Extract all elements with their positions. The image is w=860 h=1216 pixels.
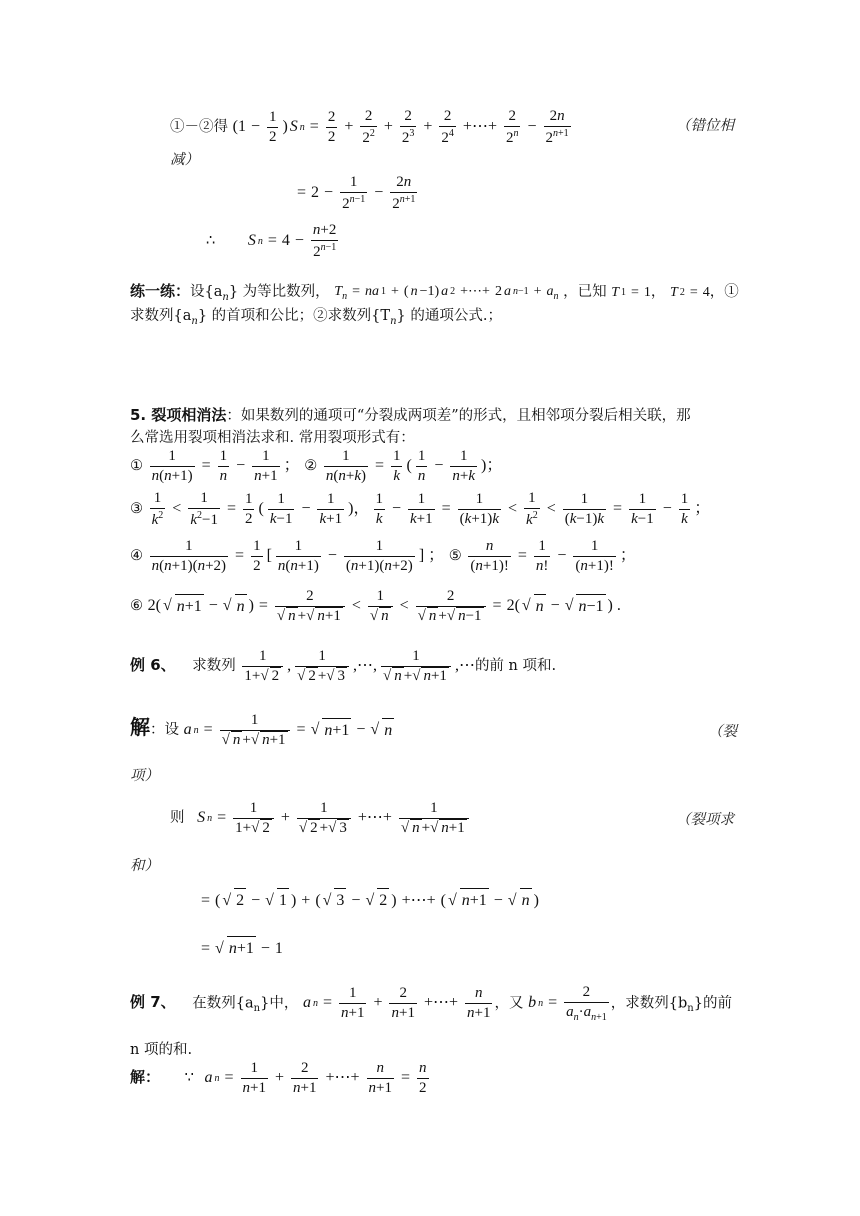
subtraction-label: ①－②得: [170, 119, 228, 135]
example7-solution-label: 解：: [130, 1068, 161, 1086]
therefore-symbol: ∴: [206, 233, 216, 249]
example6-final-line: = √ n+1 − 1: [198, 936, 283, 961]
practice-line-2: 求数列$\{a_n\}$ 的首项和公比；②求数列$\{T_n\}$ 的通项公式.；: [130, 308, 502, 327]
formula-subtraction: (1 − $\frac{1}{2}$ ) S n = $\frac{2}{2}$ + $\frac{2}{2^2}$ + $\frac{2}{2^3}$ + $\frac{2}{2^4}$ +⋯+ $\frac{2}{2^n}$ − $\frac{2n}{2^{n+1}}$: [232, 108, 569, 146]
note-offset-subtract: （错位相: [676, 118, 734, 134]
formula-row-6: ⑥ 2( √ n+1 − √ n ) = 2 √ n +√ n+1 < 1 √ n < 2 √ n +√ n−1 = 2( √ n − √ n−1 ) .: [130, 588, 621, 624]
formula-row-3: ③ $\frac{1}{k^2}$ < $\frac{1}{k^2-1}$ = $\frac{1}{2}$ ( $\frac{1}{k-1}$ − $\frac{1}{k+1}$ )， $\frac{1}{k}$ − $\frac{1}{k+1}$ = $\frac{1}{(k+1)k}$ < $\frac{1}{k^2}$ < $\frac{1}{(k-1)k}$ = $\frac{1}{k-1}$ − $\frac{1}{k}$ ；: [130, 490, 711, 528]
formula-tn: $T_n$ = na 1 + ( n −1) a 2 +⋯+ 2 a n−1 + $a_n$: [334, 283, 559, 302]
subtraction-line: [170, 108, 573, 146]
formula-result: = 2 − $\frac{1}{2^{n-1}}$ − $\frac{2n}{2^{n+1}}$: [297, 174, 416, 212]
example6-solution-line: 解：设 a n = 1 √ n +√ n+1 = √ n+1 − √ n: [130, 712, 394, 748]
example6-then-line: 则 S n = $\frac{1}{1+√ 2}$ + 1 √ 2 +√ 3 +⋯+ 1 √ n +√ n+1: [170, 800, 471, 836]
example7-line-2: n 项的和.: [130, 1042, 193, 1058]
result-line: [294, 174, 419, 212]
section5-line-1: 5. 裂项相消法：如果数列的通项可“分裂成两项差”的形式，且相邻项分裂后相关联，那: [130, 406, 691, 424]
example7-title: 例 7、: [130, 993, 176, 1012]
practice-title: 练一练：: [130, 282, 191, 300]
section5-title: 5. 裂项相消法: [130, 406, 227, 424]
note-split-cont: 项）: [130, 768, 159, 784]
example6-title: 例 6、: [130, 656, 176, 674]
example6-line: 例 6、 求数列 $\frac{1}{1+√ 2}$ , 1 √ 2 +√ 3 ,⋯, 1 √ n +√ n+1 ,⋯的前 n 项和.: [130, 648, 556, 684]
example7-solution-line: 解： ∵ a n = $\frac{1}{n+1}$ + $\frac{2}{n+1}$ +⋯+ $\frac{n}{n+1}$ = $\frac{n}{2}$: [130, 1060, 427, 1096]
note-offset-subtract-cont: 减）: [170, 152, 199, 168]
example6-expand-line: = ( √ 2 − √ 1 ) + ( √ 3 − √ 2 ) +⋯+ ( √ n+1 − √ n ): [198, 888, 539, 913]
therefore-line: [206, 222, 340, 260]
section5-line-2: 么常选用裂项相消法求和. 常用裂项形式有：: [130, 430, 415, 446]
note-split-sum-cont: 和）: [130, 858, 159, 874]
solution-label: 解: [130, 715, 150, 739]
practice-line-1: 练一练：设$\{a_n\}$ 为等比数列， $T_n$ = na 1 + ( n −1) a 2 +⋯+ 2 a n−1 + $a_n$ ，已知 T 1 = 1， T 2 = 4，①: [130, 282, 739, 303]
note-split: （裂: [708, 724, 737, 740]
note-split-sum: （裂项求: [676, 812, 734, 828]
formula-row-1: ① $\frac{1}{n(n+1)}$ = $\frac{1}{n}$ − $\frac{1}{n+1}$ ； ② $\frac{1}{n(n+k)}$ = $\frac{1}{k}$ ( $\frac{1}{n}$ − $\frac{1}{n+k}$ )；: [130, 448, 503, 484]
formula-sn: S n = 4 − $\frac{n+2}{2^{n-1}}$: [247, 222, 337, 260]
example7-line: 例 7、 在数列$\{a_n\}$中， a n = $\frac{1}{n+1}$ + $\frac{2}{n+1}$ +⋯+ $\frac{n}{n+1}$ ，又 b n = $\frac{2}{a_n\cdot a_{n+1}}$ ，求数列$\{b_n\}$的前: [130, 984, 732, 1023]
formula-row-4: ④ $\frac{1}{n(n+1)(n+2)}$ = $\frac{1}{2}$ [ $\frac{1}{n(n+1)}$ − $\frac{1}{(n+1)(n+2)}$ ] ； ⑤ $\frac{n}{(n+1)!}$ = $\frac{1}{n!}$ − $\frac{1}{(n+1)!}$ ；: [130, 538, 636, 574]
